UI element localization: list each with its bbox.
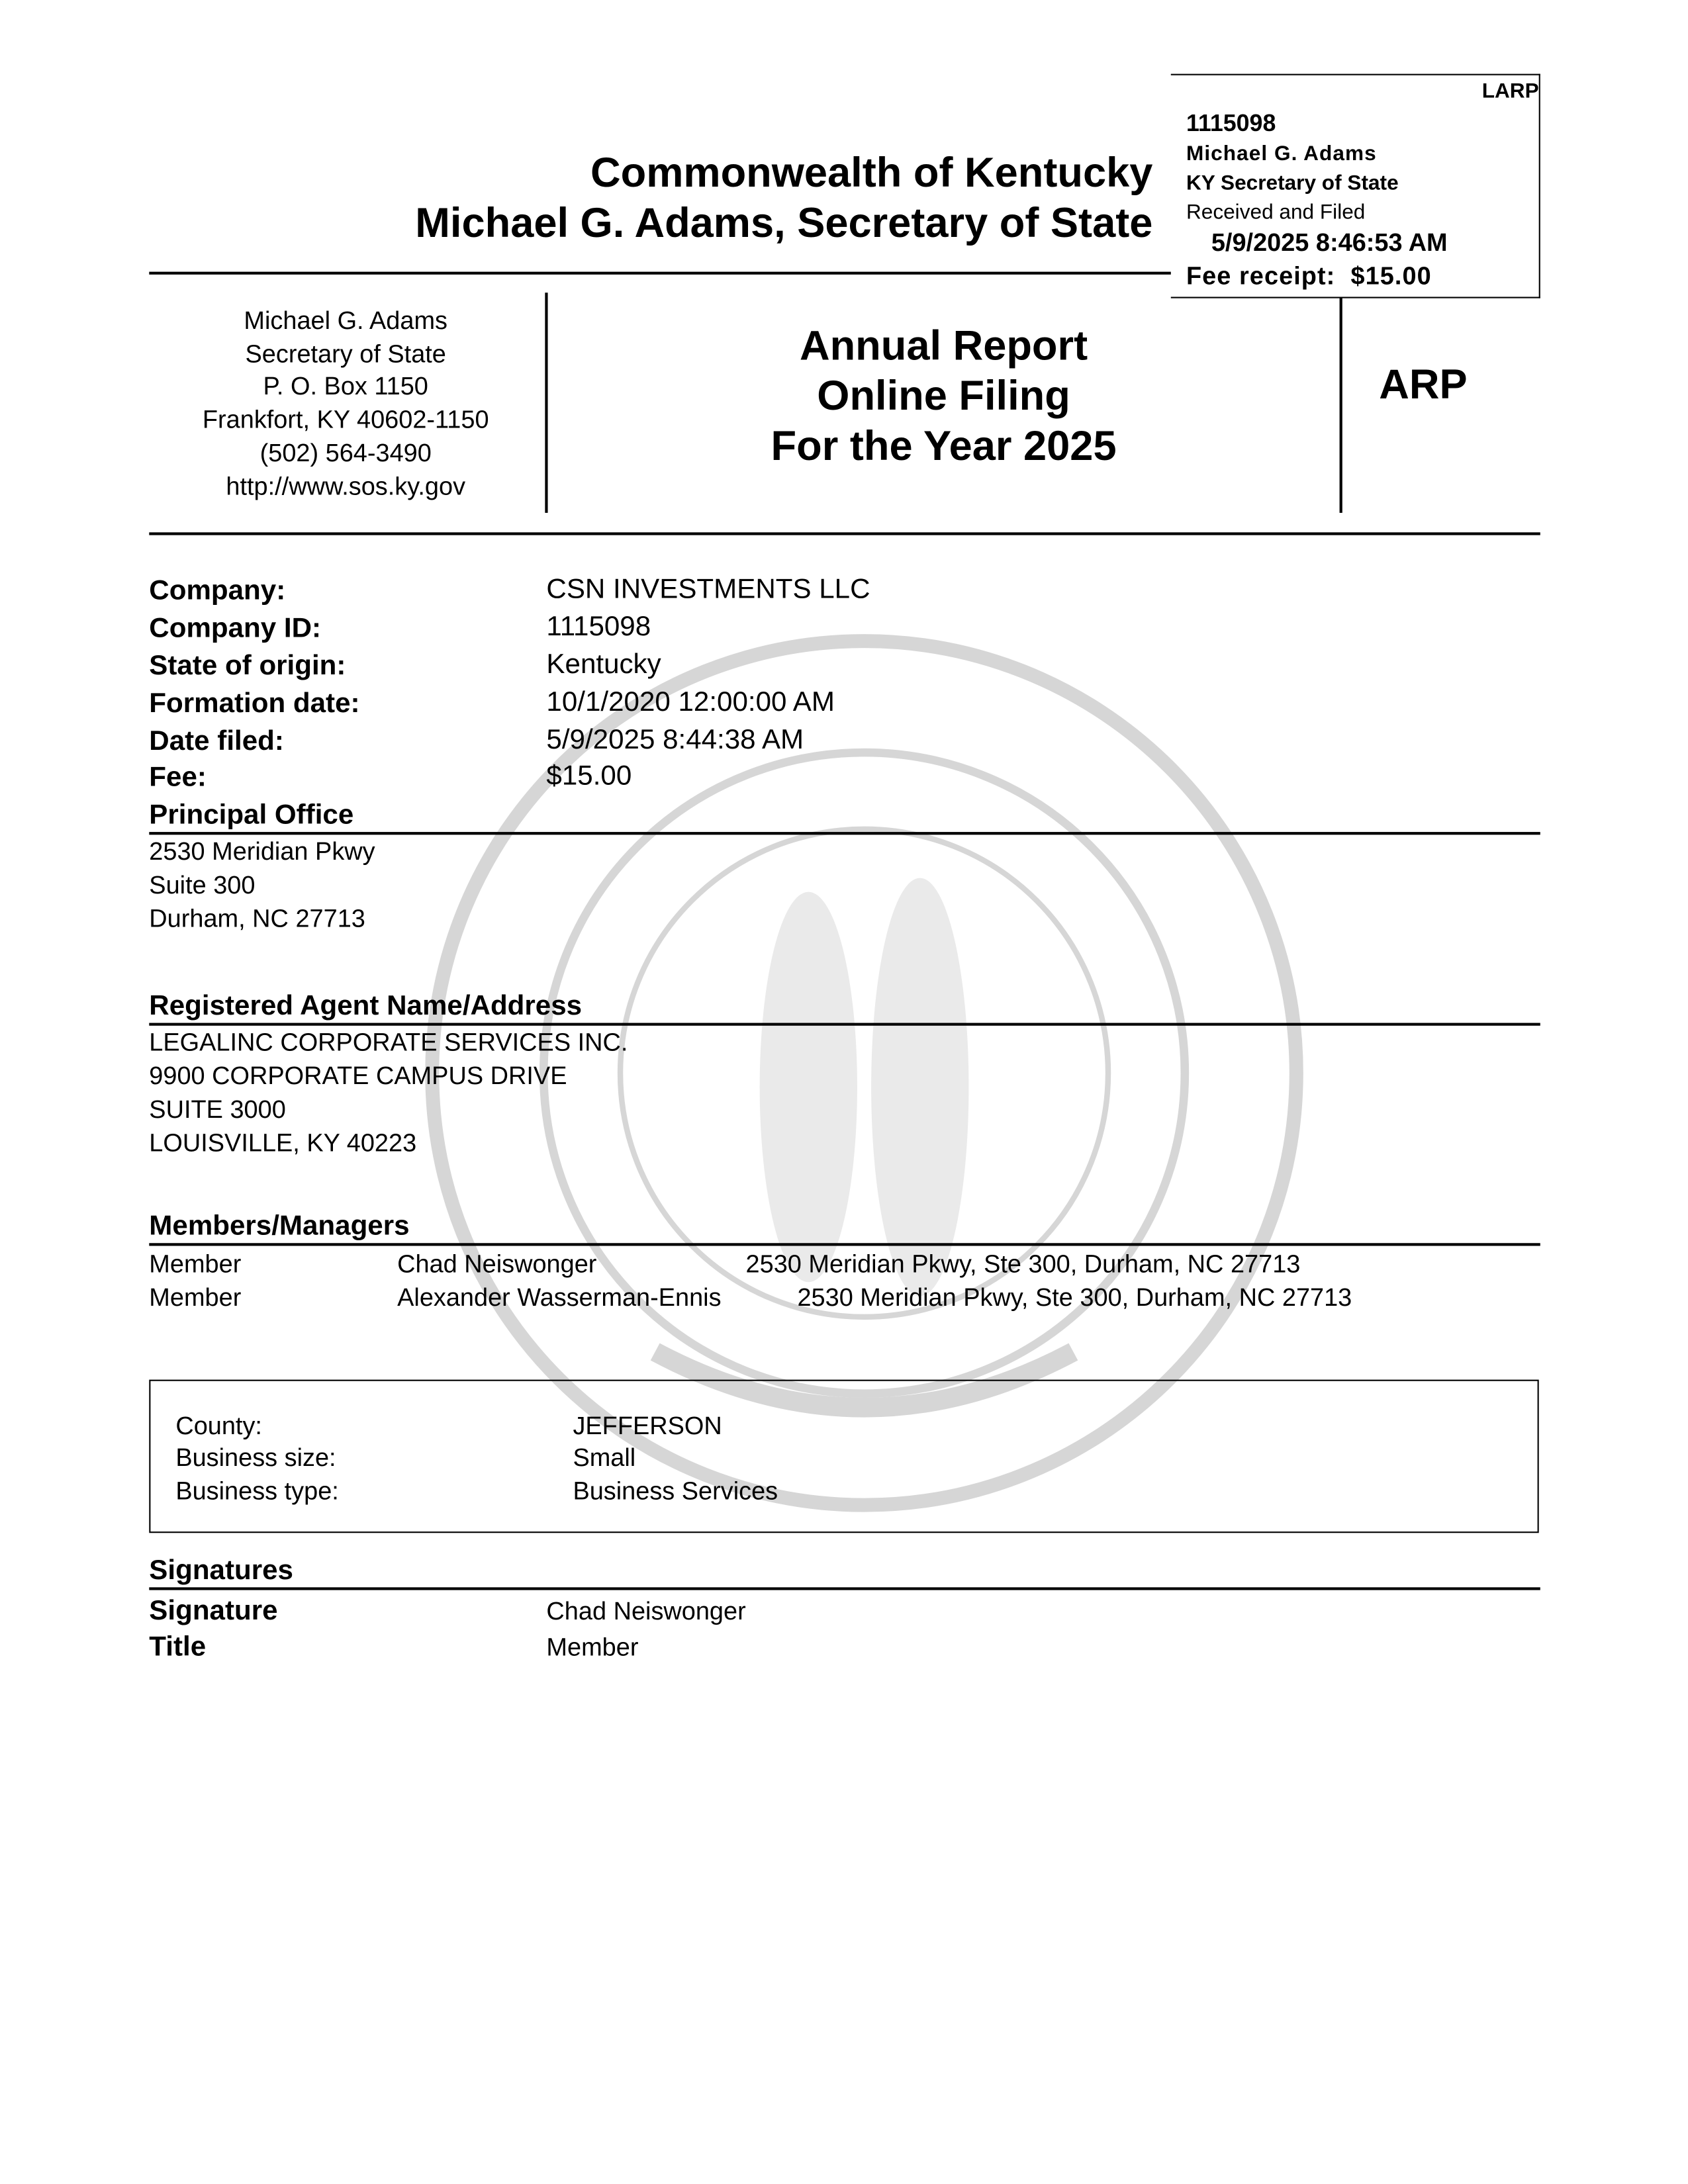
agent-line: 9900 CORPORATE CAMPUS DRIVE — [149, 1062, 567, 1090]
report-code: ARP — [1379, 362, 1468, 408]
stamp-id: 1115098 — [1186, 110, 1276, 137]
field-label: Company ID: — [149, 613, 322, 644]
members-heading: Members/Managers — [149, 1210, 410, 1242]
county-value: JEFFERSON — [573, 1412, 722, 1440]
field-label: State of origin: — [149, 651, 346, 682]
divider — [1340, 297, 1342, 513]
divider — [149, 1587, 1540, 1589]
stamp-office: KY Secretary of State — [1186, 171, 1399, 195]
address-line: Durham, NC 27713 — [149, 904, 365, 933]
member-address: 2530 Meridian Pkwy, Ste 300, Durham, NC 27713 — [797, 1283, 1352, 1312]
phone: (502) 564-3490 — [259, 439, 432, 467]
filing-stamp-box — [1171, 74, 1540, 298]
field-label: Date filed: — [149, 726, 284, 757]
signatures-heading: Signatures — [149, 1555, 293, 1586]
stamp-status: Received and Filed — [1186, 201, 1366, 225]
member-role: Member — [149, 1250, 242, 1278]
stamp-fee: Fee receipt: $15.00 — [1186, 261, 1432, 290]
agent-line: LEGALINC CORPORATE SERVICES INC. — [149, 1028, 628, 1057]
member-role: Member — [149, 1283, 242, 1312]
divider — [149, 532, 1540, 534]
title-label: Title — [149, 1631, 207, 1663]
report-title: Annual Report — [799, 323, 1088, 370]
formation-date: 10/1/2020 12:00:00 AM — [546, 687, 835, 718]
company-id: 1115098 — [546, 612, 651, 643]
header-line2: Michael G. Adams, Secretary of State — [415, 201, 1153, 247]
agent-line: SUITE 3000 — [149, 1095, 286, 1124]
detail-label: County: — [175, 1412, 262, 1440]
divider — [149, 272, 1170, 274]
website-link[interactable]: http://www.sos.ky.gov — [226, 472, 466, 500]
detail-label: Business size: — [175, 1443, 336, 1472]
address-line: Frankfort, KY 40602-1150 — [202, 405, 489, 433]
field-label: Fee: — [149, 762, 207, 794]
agent-line: LOUISVILLE, KY 40223 — [149, 1128, 417, 1157]
report-subtitle: Online Filing — [817, 373, 1070, 420]
date-filed: 5/9/2025 8:44:38 AM — [546, 724, 804, 756]
report-year: For the Year 2025 — [771, 424, 1117, 470]
member-name: Alexander Wasserman-Ennis — [397, 1283, 722, 1312]
address-line: Michael G. Adams — [244, 306, 447, 335]
member-name: Chad Neiswonger — [397, 1250, 597, 1278]
address-line: Secretary of State — [245, 340, 446, 368]
address-line: Suite 300 — [149, 871, 256, 899]
stamp-name: Michael G. Adams — [1186, 142, 1377, 166]
divider — [545, 293, 547, 513]
field-label: Formation date: — [149, 688, 360, 719]
divider — [149, 832, 1540, 834]
fee: $15.00 — [546, 760, 632, 792]
business-details-box — [149, 1380, 1538, 1533]
signature-label: Signature — [149, 1596, 278, 1627]
member-address: 2530 Meridian Pkwy, Ste 300, Durham, NC 27713 — [745, 1250, 1301, 1278]
state-of-origin: Kentucky — [546, 649, 661, 680]
business-size-value: Small — [573, 1443, 636, 1472]
divider — [149, 1243, 1540, 1245]
title-value: Member — [546, 1633, 639, 1661]
header-line1: Commonwealth of Kentucky — [590, 150, 1153, 197]
signature-value: Chad Neiswonger — [546, 1597, 746, 1625]
stamp-code: LARP — [1481, 79, 1539, 103]
field-label: Company: — [149, 575, 286, 606]
business-type-value: Business Services — [573, 1477, 778, 1506]
principal-office-heading: Principal Office — [149, 799, 354, 831]
detail-label: Business type: — [175, 1477, 339, 1506]
address-line: 2530 Meridian Pkwy — [149, 837, 375, 866]
divider — [149, 1023, 1540, 1025]
stamp-datetime: 5/9/2025 8:46:53 AM — [1211, 228, 1448, 257]
company-name: CSN INVESTMENTS LLC — [546, 574, 870, 605]
address-line: P. O. Box 1150 — [263, 372, 428, 400]
registered-agent-heading: Registered Agent Name/Address — [149, 991, 583, 1022]
